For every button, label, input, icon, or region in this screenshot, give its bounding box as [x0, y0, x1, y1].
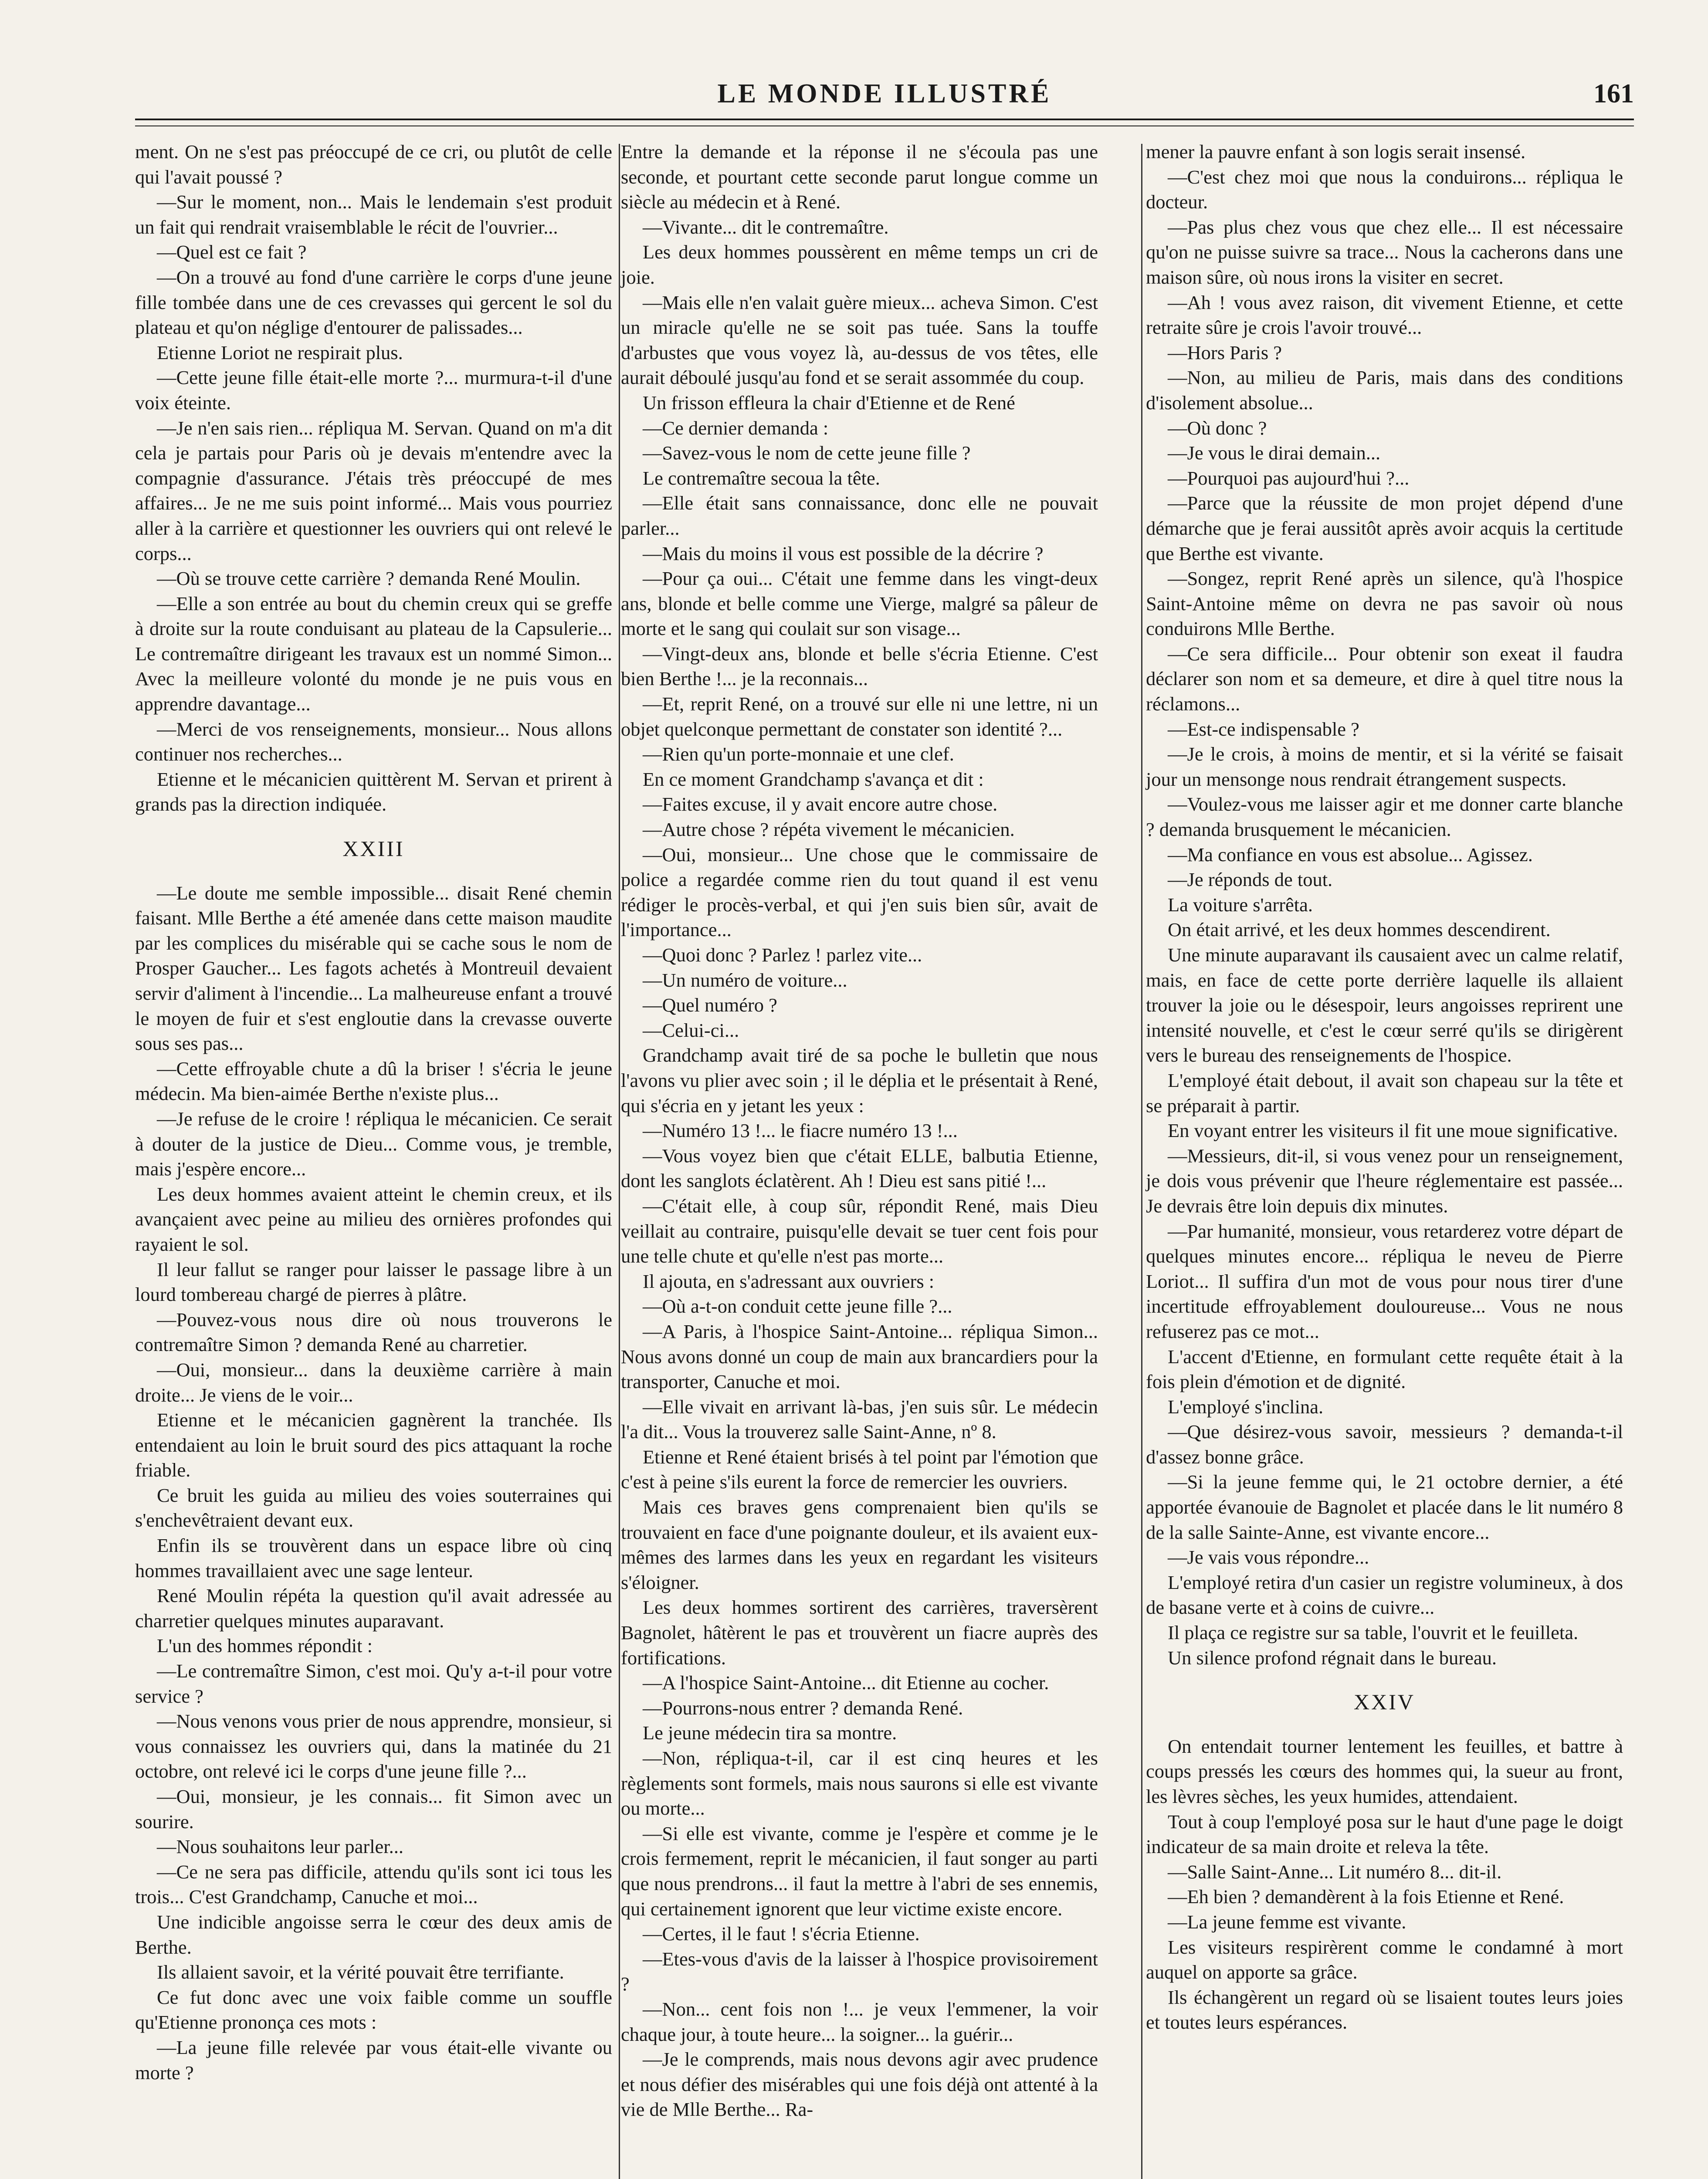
paragraph: Il ajouta, en s'adressant aux ouvriers : [643, 1270, 935, 1292]
paragraph: —Eh bien ? demandèrent à la fois Etienne et René. [1168, 1886, 1564, 1908]
paragraph: —Ce dernier demanda : [643, 417, 829, 439]
paragraph: —Mais du moins il vous est possible de la décrire ? [643, 542, 1044, 564]
paragraph: En voyant entrer les visiteurs il fit une moue significative. [1168, 1120, 1618, 1142]
paragraph: —Pas plus chez vous que chez elle... Il est nécessaire qu'on ne puisse suivre sa trace... Nous la cacherons dans une maison sûre, où nous irons la visiter en secret. [1146, 216, 1623, 288]
paragraph: —Par humanité, monsieur, vous retarderez votre départ de quelques minutes encore... répliqua le neveu de Pierre Loriot... Il suffira d'un mot de vous pour nous tirer d'une incertitude effroyablement douloureuse... Vous ne nous refuserez pas ce mot... [1146, 1220, 1623, 1342]
paragraph: —Merci de vos renseignements, monsieur... Nous allons continuer nos recherches... [135, 718, 612, 765]
paragraph: —Rien qu'un porte-monnaie et une clef. [643, 743, 954, 765]
paragraph: —Je vais vous répondre... [1168, 1546, 1369, 1568]
paragraph: Il leur fallut se ranger pour laisser le passage libre à un lourd tombereau chargé de pierres à plâtre. [135, 1258, 612, 1306]
paragraph: —Etes-vous d'avis de la laisser à l'hospice provisoirement ? [621, 1948, 1098, 1995]
paragraph: —Numéro 13 !... le fiacre numéro 13 !... [643, 1120, 958, 1142]
paragraph: L'accent d'Etienne, en formulant cette requête était à la fois plein d'émotion et de dignité. [1146, 1345, 1623, 1393]
paragraph: —Ce ne sera pas difficile, attendu qu'ils sont ici tous les trois... C'est Grandchamp, Canuche et moi... [135, 1860, 612, 1908]
paragraph: —Je le comprends, mais nous devons agir avec prudence et nous défier des misérables qui une fois déjà ont attenté à la vie de Mlle Berthe... Ra- [621, 2048, 1098, 2121]
page-header [135, 78, 1634, 122]
paragraph: Enfin ils se trouvèrent dans un espace libre où cinq hommes travaillaient avec une sage lenteur. [135, 1534, 612, 1582]
paragraph: —Ah ! vous avez raison, dit vivement Etienne, et cette retraite sûre je crois l'avoir trouvé... [1146, 291, 1623, 339]
paragraph: Une minute auparavant ils causaient avec un calme relatif, mais, en face de cette porte derrière laquelle ils allaient trouver la joie ou le désespoir, leurs angoisses reprirent une intensité nouvelle, et c'est le cœur serré qu'ils se dirigèrent vers le bureau des renseignements de l'hospice. [1146, 944, 1623, 1066]
column-divider [1141, 144, 1142, 2179]
paragraph: —A Paris, à l'hospice Saint-Antoine... répliqua Simon... Nous avons donné un coup de main aux brancardiers pour la transporter, Canuche et moi. [621, 1320, 1098, 1393]
text-column-1 [135, 139, 612, 2085]
paragraph: —Si elle est vivante, comme je l'espère et comme je le crois fermement, reprit le mécanicien, il faut songer au parti que nous prendrons... il faut la mettre à l'abri de ses ennemis, qui certainement ignorent que leur victime existe encore. [621, 1822, 1098, 1920]
paragraph: —Quel est ce fait ? [157, 241, 307, 263]
paragraph: Le contremaître secoua la tête. [643, 467, 880, 489]
newspaper-title: LE MONDE ILLUSTRÉ [717, 79, 1052, 109]
paragraph: —Oui, monsieur, je les connais... fit Simon avec un sourire. [135, 1785, 612, 1833]
text-column-2 [621, 139, 1098, 2122]
paragraph: —Je réponds de tout. [1168, 869, 1333, 891]
paragraph: —Elle vivait en arrivant là-bas, j'en suis sûr. Le médecin l'a dit... Vous la trouverez salle Saint-Anne, nº 8. [621, 1395, 1098, 1443]
paragraph: Entre la demande et la réponse il ne s'écoula pas une seconde, et pourtant cette seconde parut longue comme un siècle au médecin et à René. [621, 141, 1098, 213]
paragraph: —Nous souhaitons leur parler... [157, 1836, 404, 1858]
paragraph: —Certes, il le faut ! s'écria Etienne. [643, 1923, 920, 1945]
paragraph: Il plaça ce registre sur sa table, l'ouvrit et le feuilleta. [1168, 1622, 1579, 1644]
paragraph: —Le contremaître Simon, c'est moi. Qu'y a-t-il pour votre service ? [135, 1660, 612, 1707]
paragraph: L'employé s'inclina. [1168, 1395, 1324, 1418]
paragraph: —A l'hospice Saint-Antoine... dit Etienne au cocher. [643, 1672, 1049, 1694]
paragraph: —Non... cent fois non !... je veux l'emmener, la voir chaque jour, à toute heure... la soigner... la guérir... [621, 1998, 1098, 2045]
paragraph: Ils échangèrent un regard où se lisaient toutes leurs joies et toutes leurs espérances. [1146, 1986, 1623, 2033]
paragraph: —Si la jeune femme qui, le 21 octobre dernier, a été apportée évanouie de Bagnolet et placée dans le lit numéro 8 de la salle Sainte-Anne, est vivante encore... [1146, 1471, 1623, 1543]
paragraph: —Songez, reprit René après un silence, qu'à l'hospice Saint-Antoine même on devra ne pas savoir où nous conduirons Mlle Berthe. [1146, 567, 1623, 640]
paragraph: On était arrivé, et les deux hommes descendirent. [1168, 919, 1551, 941]
paragraph: Etienne et le mécanicien quittèrent M. Servan et prirent à grands pas la direction indiquée. [135, 768, 612, 815]
paragraph: —Pouvez-vous nous dire où nous trouverons le contremaître Simon ? demanda René au charretier. [135, 1308, 612, 1356]
paragraph: —Sur le moment, non... Mais le lendemain s'est produit un fait qui rendrait vraisemblable le récit de l'ouvrier... [135, 191, 612, 238]
paragraph: —Savez-vous le nom de cette jeune fille ? [643, 442, 971, 464]
paragraph: —Celui-ci... [643, 1019, 739, 1041]
paragraph: L'un des hommes répondit : [157, 1635, 373, 1657]
paragraph: Un frisson effleura la chair d'Etienne et de René [643, 391, 1015, 414]
paragraph: —Elle a son entrée au bout du chemin creux qui se greffe à droite sur la route conduisant au plateau de la Capsulerie... Le contremaître dirigeant les travaux est un nommé Simon... Avec la meilleure volonté du monde je ne puis vous en apprendre davantage... [135, 592, 612, 715]
text-column-3 [1146, 139, 1623, 2035]
paragraph: —Pourrons-nous entrer ? demanda René. [643, 1697, 963, 1719]
paragraph: —Ma confiance en vous est absolue... Agissez. [1168, 843, 1533, 865]
paragraph: —Cette effroyable chute a dû la briser ! s'écria le jeune médecin. Ma bien-aimée Berthe n'existe plus... [135, 1057, 612, 1105]
paragraph: L'employé était debout, il avait son chapeau sur la tête et se préparait à partir. [1146, 1069, 1623, 1117]
paragraph: —Je n'en sais rien... répliqua M. Servan. Quand on m'a dit cela je partais pour Paris où je devais m'entendre avec la compagnie d'assurance. J'étais très préoccupé de mes affaires... Je ne me suis point informé... Mais vous pourriez aller à la carrière et questionner les ouvriers qui ont relevé le corps... [135, 417, 612, 564]
paragraph: ment. On ne s'est pas préoccupé de ce cri, ou plutôt de celle qui l'avait poussé ? [135, 141, 612, 188]
paragraph: Tout à coup l'employé posa sur le haut d'une page le doigt indicateur de sa main droite et releva la tête. [1146, 1810, 1623, 1858]
paragraph: —Où se trouve cette carrière ? demanda René Moulin. [157, 567, 581, 590]
paragraph: Etienne et le mécanicien gagnèrent la tranchée. Ils entendaient au loin le bruit sourd des pics attaquant la roche friable. [135, 1409, 612, 1481]
paragraph: —Est-ce indispensable ? [1168, 718, 1359, 740]
chapter-heading: XXIV [1354, 1690, 1415, 1714]
paragraph: —C'est chez moi que nous la conduirons... répliqua le docteur. [1146, 166, 1623, 213]
paragraph: Etienne Loriot ne respirait plus. [157, 341, 403, 363]
paragraph: —Où a-t-on conduit cette jeune fille ?... [643, 1295, 952, 1317]
paragraph: —Je vous le dirai demain... [1168, 442, 1381, 464]
paragraph: —Et, reprit René, on a trouvé sur elle ni une lettre, ni un objet quelconque permettant de constater son identité ?... [621, 693, 1098, 740]
paragraph: mener la pauvre enfant à son logis serait insensé. [1146, 141, 1526, 163]
paragraph: —Un numéro de voiture... [643, 969, 847, 991]
paragraph: —Où donc ? [1168, 417, 1267, 439]
paragraph: Grandchamp avait tiré de sa poche le bulletin que nous l'avons vu plier avec soin ; il le déplia et le présentait à René, qui s'écria en y jetant les yeux : [621, 1044, 1098, 1117]
paragraph: Etienne et René étaient brisés à tel point par l'émotion que c'est à peine s'ils eurent la force de remercier les ouvriers. [621, 1446, 1098, 1493]
paragraph: —Autre chose ? répéta vivement le mécanicien. [643, 818, 1015, 841]
paragraph: Les deux hommes sortirent des carrières, traversèrent Bagnolet, hâtèrent le pas et trouvèrent un fiacre auprès des fortifications. [621, 1596, 1098, 1669]
paragraph: La voiture s'arrêta. [1168, 893, 1313, 916]
paragraph: —Le doute me semble impossible... disait René chemin faisant. Mlle Berthe a été amenée dans cette maison maudite par les complices du misérable qui se cache sous le nom de Prosper Gaucher... Les fagots achetés à Montreuil devaient servir d'aliment à l'incendie... La malheureuse enfant a trouvé le moyen de fuir et s'est engloutie dans la crevasse ouverte sous ses pas... [135, 882, 612, 1055]
paragraph: —Mais elle n'en valait guère mieux... acheva Simon. C'est un miracle qu'elle ne se soit pas tuée. Sans la touffe d'arbustes que vous voyez là, au-dessus de vos têtes, elle aurait déboulé jusqu'au fond et se serait assommée du coup. [621, 291, 1098, 389]
paragraph: —On a trouvé au fond d'une carrière le corps d'une jeune fille tombée dans une de ces crevasses qui gercent le sol du plateau et qu'on néglige d'entourer de palissades... [135, 266, 612, 339]
header-rule-top [135, 119, 1634, 120]
paragraph: —Salle Saint-Anne... Lit numéro 8... dit-il. [1168, 1860, 1502, 1883]
paragraph: —C'était elle, à coup sûr, répondit René, mais Dieu veillait au contraire, puisqu'elle devait se tuer cent fois pour une telle chute et qu'elle n'est pas morte... [621, 1195, 1098, 1267]
paragraph: —Non, répliqua-t-il, car il est cinq heures et les règlements sont formels, mais nous saurons si elle est vivante ou morte... [621, 1747, 1098, 1819]
column-divider [619, 144, 620, 2179]
paragraph: —Pourquoi pas aujourd'hui ?... [1168, 467, 1410, 489]
chapter-heading: XXIII [342, 836, 405, 861]
paragraph: —Vous voyez bien que c'était ELLE, balbutia Etienne, dont les sanglots éclatèrent. Ah ! Dieu est sans pitié !... [621, 1144, 1098, 1192]
paragraph: René Moulin répéta la question qu'il avait adressée au charretier quelques minutes auparavant. [135, 1585, 612, 1632]
paragraph: —Que désirez-vous savoir, messieurs ? demanda-t-il d'assez bonne grâce. [1146, 1421, 1623, 1468]
page-number: 161 [1593, 79, 1634, 109]
paragraph: Ils allaient savoir, et la vérité pouvait être terrifiante. [157, 1961, 564, 1983]
paragraph: —Oui, monsieur... dans la deuxième carrière à main droite... Je viens de le voir... [135, 1358, 612, 1406]
paragraph: On entendait tourner lentement les feuilles, et battre à coups pressés les cœurs des hommes qui, la sueur au front, les lèvres sèches, les yeux humides, attendaient. [1146, 1735, 1623, 1807]
paragraph: L'employé retira d'un casier un registre volumineux, à dos de basane verte et à coins de cuivre... [1146, 1571, 1623, 1619]
paragraph: —Elle était sans connaissance, donc elle ne pouvait parler... [621, 492, 1098, 539]
paragraph: Une indicible angoisse serra le cœur des deux amis de Berthe. [135, 1911, 612, 1958]
paragraph: —Cette jeune fille était-elle morte ?... murmura-t-il d'une voix éteinte. [135, 367, 612, 414]
paragraph: —Vingt-deux ans, blonde et belle s'écria Etienne. C'est bien Berthe !... je la reconnais... [621, 642, 1098, 690]
paragraph: —Voulez-vous me laisser agir et me donner carte blanche ? demanda brusquement le mécanicien. [1146, 793, 1623, 841]
paragraph: —Oui, monsieur... Une chose que le commissaire de police a regardée comme rien du tout quand il est venu rédiger le procès-verbal, et qui j'en suis bien sûr, avait de l'importance... [621, 843, 1098, 941]
paragraph: —Je refuse de le croire ! répliqua le mécanicien. Ce serait à douter de la justice de Dieu... Comme vous, je tremble, mais j'espère encore... [135, 1107, 612, 1180]
paragraph: —Faites excuse, il y avait encore autre chose. [643, 793, 998, 815]
paragraph: Ce bruit les guida au milieu des voies souterraines qui s'enchevêtraient devant eux. [135, 1484, 612, 1531]
paragraph: —Quel numéro ? [643, 994, 777, 1016]
paragraph: Un silence profond régnait dans le bureau. [1168, 1646, 1497, 1669]
paragraph: En ce moment Grandchamp s'avança et dit : [643, 768, 984, 790]
paragraph: Les deux hommes poussèrent en même temps un cri de joie. [621, 241, 1098, 288]
paragraph: —Je le crois, à moins de mentir, et si la vérité se faisait jour un mensonge nous rendrait étrangement suspects. [1146, 743, 1623, 790]
paragraph: —La jeune femme est vivante. [1168, 1911, 1406, 1933]
paragraph: Le jeune médecin tira sa montre. [643, 1722, 897, 1744]
paragraph: —Parce que la réussite de mon projet dépend d'une démarche que je ferai aussitôt après avoir acquis la certitude que Berthe est vivante. [1146, 492, 1623, 564]
paragraph: —La jeune fille relevée par vous était-elle vivante ou morte ? [135, 2036, 612, 2084]
paragraph: Les deux hommes avaient atteint le chemin creux, et ils avançaient avec peine au milieu des ornières profondes qui rayaient le sol. [135, 1183, 612, 1255]
paragraph: —Ce sera difficile... Pour obtenir son exeat il faudra déclarer son nom et sa demeure, et dire à quel titre nous la réclamons... [1146, 642, 1623, 715]
paragraph: —Hors Paris ? [1168, 341, 1282, 363]
paragraph: Les visiteurs respirèrent comme le condamné à mort auquel on apporte sa grâce. [1146, 1936, 1623, 1983]
paragraph: —Quoi donc ? Parlez ! parlez vite... [643, 944, 922, 966]
paragraph: —Non, au milieu de Paris, mais dans des conditions d'isolement absolue... [1146, 367, 1623, 414]
paragraph: Ce fut donc avec une voix faible comme un souffle qu'Etienne prononça ces mots : [135, 1986, 612, 2033]
paragraph: —Nous venons vous prier de nous apprendre, monsieur, si vous connaissez les ouvriers qui, dans la matinée du 21 octobre, ont relevé ici le corps d'une jeune fille ?... [135, 1710, 612, 1782]
paragraph: —Vivante... dit le contremaître. [643, 216, 889, 238]
paragraph: —Pour ça oui... C'était une femme dans les vingt-deux ans, blonde et belle comme une Vierge, malgré sa pâleur de morte et le sang qui coulait sur son visage... [621, 567, 1098, 640]
paragraph: —Messieurs, dit-il, si vous venez pour un renseignement, je dois vous prévenir que l'heure réglementaire est passée... Je devrais être loin depuis dix minutes. [1146, 1144, 1623, 1217]
paragraph: Mais ces braves gens comprenaient bien qu'ils se trouvaient en face d'une poignante douleur, et ils avaient eux-mêmes des larmes dans les yeux en regardant les visiteurs s'éloigner. [621, 1496, 1098, 1593]
